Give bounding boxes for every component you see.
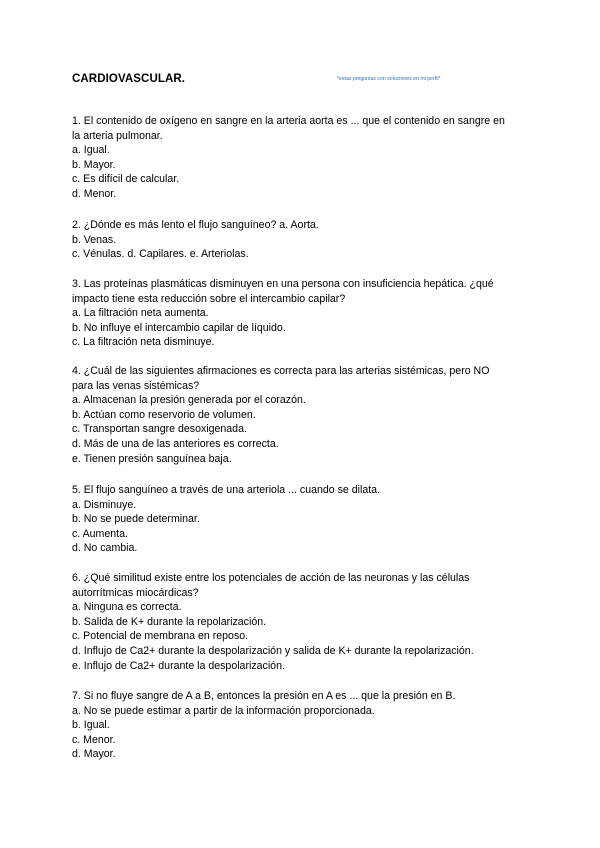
answer-option: d. Más de una de las anteriores es correcta.: [72, 437, 279, 450]
answer-option: a. Disminuye.: [72, 498, 137, 511]
question-stem-line: autorrítmicas miocárdicas?: [72, 586, 199, 599]
answer-option: a. Almacenan la presión generada por el corazón.: [72, 394, 306, 407]
question-stem-line: 2. ¿Dónde es más lento el flujo sanguíneo? a. Aorta.: [72, 219, 319, 231]
question-stem-line: 1. El contenido de oxígeno en sangre en la arteria aorta es ... que el contenido en sangre en: [72, 115, 505, 127]
question-3: [72, 277, 532, 350]
answer-option: d. Influjo de Ca2+ durante la despolarización y salida de K+ durante la repolarización.: [72, 644, 474, 657]
answer-option: b. No influye el intercambio capilar de líquido.: [72, 321, 286, 334]
solutions-note: *estas preguntas con soluciones en mi perfil*: [337, 76, 441, 82]
answer-option: e. Tienen presión sanguínea baja.: [72, 452, 232, 465]
answer-option: b. Actúan como reservorio de volumen.: [72, 408, 256, 421]
answer-option: a. La filtración neta aumenta.: [72, 307, 209, 320]
answer-option: c. Vénulas. d. Capilares. e. Arteriolas.: [72, 248, 249, 261]
answer-option: d. Menor.: [72, 187, 117, 200]
answer-option: d. Mayor.: [72, 748, 116, 761]
answer-option: c. Potencial de membrana en reposo.: [72, 630, 249, 643]
question-1: [72, 114, 532, 202]
answer-option: b. Igual.: [72, 719, 110, 732]
answer-option: b. Salida de K+ durante la repolarización.: [72, 615, 267, 628]
question-stem-line: para las venas sistémicas?: [72, 379, 200, 392]
answer-option: d. No cambia.: [72, 542, 138, 555]
answer-option: b. Mayor.: [72, 158, 116, 171]
answer-option: a. No se puede estimar a partir de la información proporcionada.: [72, 704, 375, 717]
answer-option: c. La filtración neta disminuye.: [72, 336, 215, 349]
answer-option: c. Es difícil de calcular.: [72, 173, 180, 186]
question-4: [72, 364, 532, 466]
question-stem-line: 3. Las proteínas plasmáticas disminuyen en una persona con insuficiencia hepática. ¿qué: [72, 278, 494, 290]
answer-option: c. Transportan sangre desoxigenada.: [72, 423, 247, 436]
document-title: CARDIOVASCULAR.: [72, 73, 186, 85]
question-6: [72, 571, 532, 673]
answer-option: c. Aumenta.: [72, 527, 128, 540]
question-stem-line: impacto tiene esta reducción sobre el intercambio capilar?: [72, 292, 346, 305]
answer-option: a. Ninguna es correcta.: [72, 601, 182, 614]
answer-option: c. Menor.: [72, 733, 116, 746]
question-stem-line: 4. ¿Cuál de las siguientes afirmaciones es correcta para las arterias sistémicas, pero NO: [72, 365, 490, 377]
question-stem-line: la arteria pulmonar.: [72, 129, 163, 142]
question-stem-line: 7. Si no fluye sangre de A a B, entonces la presión en A es ... que la presión en B.: [72, 690, 456, 702]
question-5: [72, 483, 532, 556]
answer-option: e. Influjo de Ca2+ durante la despolarización.: [72, 659, 285, 672]
question-stem-line: 5. El flujo sanguíneo a través de una arteriola ... cuando se dilata.: [72, 484, 381, 496]
answer-option: b. Venas.: [72, 233, 117, 246]
question-7: [72, 689, 532, 762]
answer-option: a. Igual.: [72, 144, 110, 157]
question-stem-line: 6. ¿Qué similitud existe entre los potenciales de acción de las neuronas y las células: [72, 572, 470, 584]
question-2: [72, 218, 532, 262]
answer-option: b. No se puede determinar.: [72, 513, 200, 526]
